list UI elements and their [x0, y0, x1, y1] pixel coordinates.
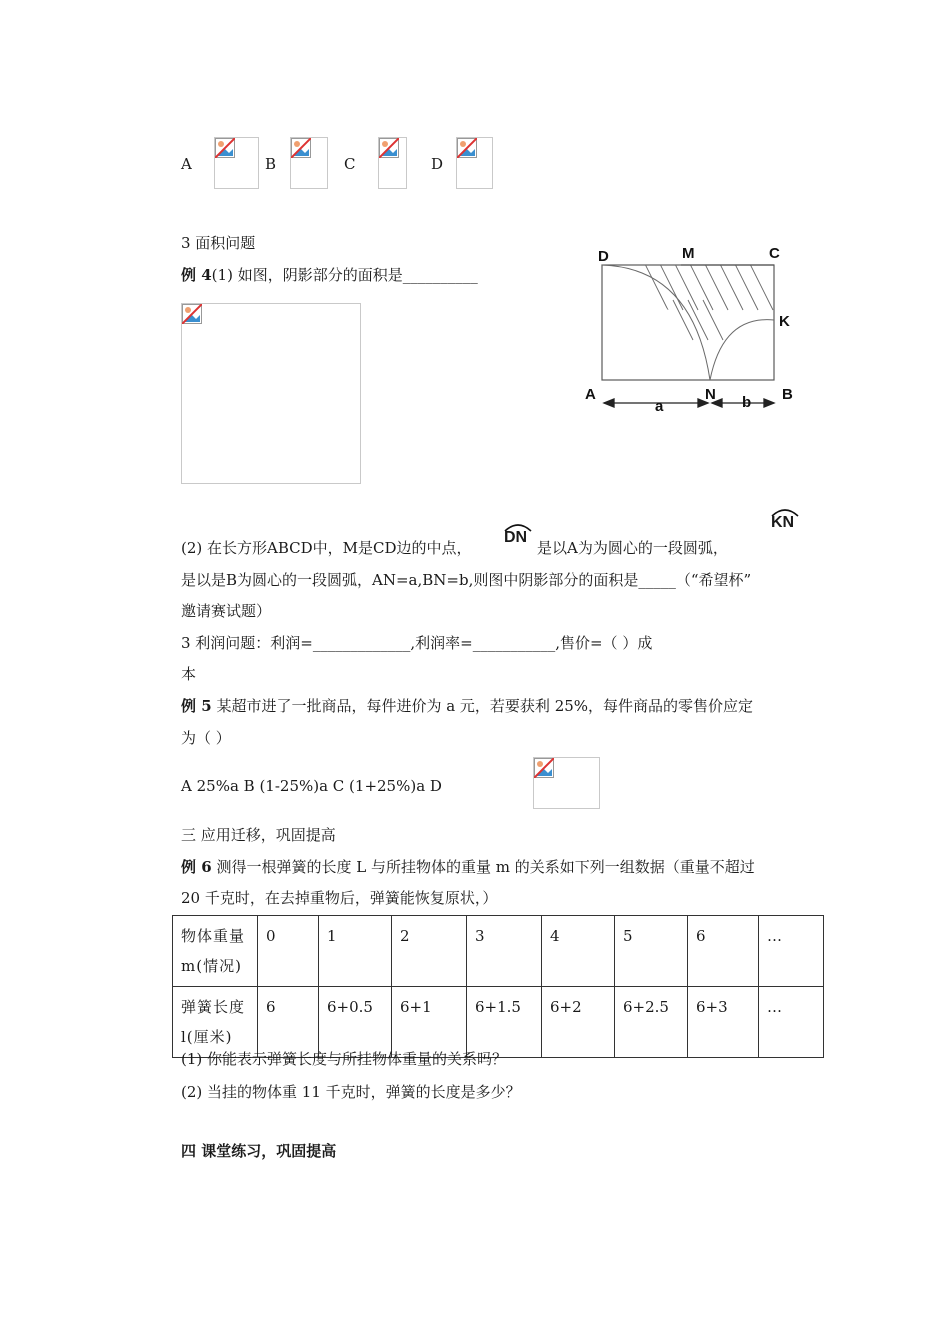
label-b: B — [782, 386, 793, 403]
table-cell: 3 — [467, 916, 542, 987]
option-d-image — [456, 137, 493, 189]
option-c-label: C — [344, 155, 356, 173]
table-row — [173, 987, 824, 1058]
rectangle-arc-figure — [578, 240, 808, 420]
table-cell: 6 — [258, 987, 319, 1058]
example-5-options: A 25%a B (1-25%)a C (1+25%)a D — [181, 777, 442, 795]
option-a-label: A — [181, 155, 192, 173]
example-6-line-2: 20 千克时，在去掉重物后，弹簧能恢复原状，） — [181, 889, 498, 907]
table-cell: 6 — [688, 916, 759, 987]
section-area-heading: 3 面积问题 — [181, 234, 256, 252]
example-4-part2-a: (2) 在长方形ABCD中，M是CD边的中点， — [181, 539, 472, 557]
arc-dn-text: DN — [504, 529, 528, 546]
example-5-text: 某超市进了一批商品，每件进价为 a 元，若要获利 25%，每件商品的零售价应定 — [211, 697, 754, 715]
arc-kn-symbol — [770, 506, 800, 536]
example-5-line-1 — [181, 695, 753, 716]
arc-kn-text: KN — [771, 514, 795, 531]
label-c: C — [769, 245, 780, 262]
example-4-part2-c: 是以是B为圆心的一段圆弧，AN=a,BN=b,则图中阴影部分的面积是_____（“希望杯” — [181, 571, 752, 589]
table-cell: 4 — [542, 916, 615, 987]
table-cell: 6+3 — [688, 987, 759, 1058]
header-line: m(情况) — [181, 957, 242, 975]
table-cell: … — [759, 987, 824, 1058]
example-4-line — [181, 264, 478, 285]
label-d: D — [598, 248, 609, 265]
header-line: 弹簧长度 — [181, 998, 246, 1016]
shaded-region — [602, 250, 773, 380]
label-n: N — [705, 386, 716, 403]
broken-image-icon — [215, 138, 235, 158]
example-4-part2-line — [181, 537, 472, 558]
label-k: K — [779, 313, 790, 330]
profit-line-1: 3 利润问题：利润=_____________,利润率=___________,售价=（ ）成 — [181, 634, 653, 652]
table-row-header — [173, 916, 258, 987]
profit-line-2: 本 — [181, 665, 197, 683]
label-a-length: a — [655, 398, 664, 415]
table-row-header — [173, 987, 258, 1058]
option-b-label: B — [265, 155, 277, 173]
example-4-blank: __________ — [402, 266, 478, 284]
table-cell: 1 — [319, 916, 392, 987]
header-line: 物体重量 — [181, 927, 246, 945]
broken-image-icon — [291, 138, 311, 158]
table-cell: … — [759, 916, 824, 987]
broken-image-icon — [182, 304, 202, 324]
section-4-heading: 四 课堂练习，巩固提高 — [181, 1142, 337, 1160]
label-b-length: b — [742, 394, 752, 411]
arc-kn — [710, 320, 774, 380]
example-4-image — [181, 303, 361, 484]
table-cell: 6+1 — [392, 987, 467, 1058]
table-cell: 6+2.5 — [615, 987, 688, 1058]
arc-dn — [602, 265, 710, 380]
table-cell: 2 — [392, 916, 467, 987]
arc-dn-symbol — [503, 521, 533, 551]
table-cell: 6+0.5 — [319, 987, 392, 1058]
spring-data-table — [172, 915, 824, 1058]
option-b-image — [290, 137, 328, 189]
example-4-part2-b: 是以A为为圆心的一段圆弧， — [537, 539, 728, 557]
table-cell: 5 — [615, 916, 688, 987]
table-row — [173, 916, 824, 987]
option-d-label: D — [431, 155, 444, 173]
example-5-label: 例 5 — [181, 697, 212, 715]
broken-image-icon — [457, 138, 477, 158]
table-cell: 6+2 — [542, 987, 615, 1058]
example-6-line-1 — [181, 856, 755, 877]
question-2: (2) 当挂的物体重 11 千克时，弹簧的长度是多少？ — [181, 1083, 521, 1101]
table-cell: 0 — [258, 916, 319, 987]
header-line: l(厘米) — [181, 1028, 233, 1046]
example-6-text: 测得一根弹簧的长度 L 与所挂物体的重量 m 的关系如下列一组数据（重量不超过 — [211, 858, 755, 876]
broken-image-icon — [379, 138, 399, 158]
section-3-heading: 三 应用迁移，巩固提高 — [181, 826, 336, 844]
example-5-line-2: 为（ ） — [181, 729, 231, 747]
label-a: A — [585, 386, 596, 403]
broken-image-icon — [534, 758, 554, 778]
example-6-label: 例 6 — [181, 858, 212, 876]
question-1: (1) 你能表示弹簧长度与所挂物体重量的关系吗？ — [181, 1050, 508, 1068]
label-m: M — [682, 245, 695, 262]
option-c-image — [378, 137, 407, 189]
example-4-label: 例 4 — [181, 266, 212, 284]
example-5-option-d-image — [533, 757, 600, 809]
example-4-part1: (1) 如图，阴影部分的面积是 — [211, 266, 403, 284]
option-a-image — [214, 137, 259, 189]
example-4-part2-d: 邀请赛试题） — [181, 602, 272, 620]
table-cell: 6+1.5 — [467, 987, 542, 1058]
